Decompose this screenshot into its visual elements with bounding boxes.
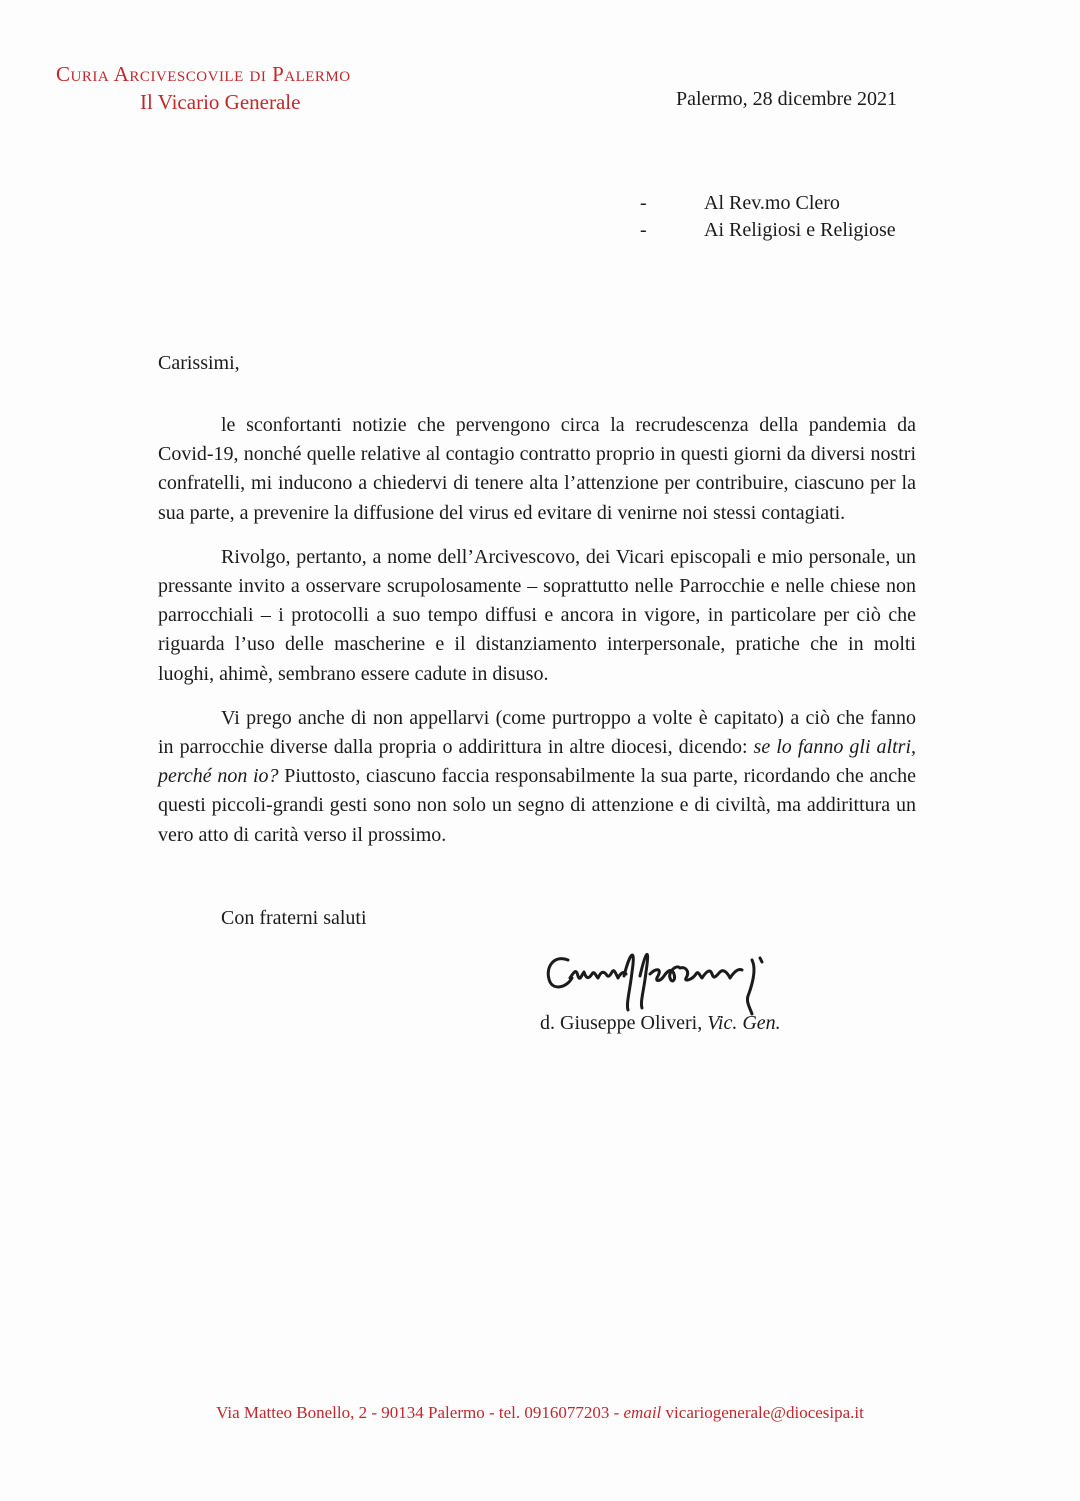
paragraph-3 bbox=[158, 704, 916, 850]
recipients-list bbox=[640, 190, 896, 244]
recipient-label: Ai Religiosi e Religiose bbox=[704, 219, 896, 241]
paragraph-3-end: Piuttosto, ciascuno faccia responsabilmente la sua parte, ricordando che anche questi piccoli-grandi gesti sono non solo un segno di attenzione e di civiltà, ma addirittura un vero atto di carità verso il prossimo. bbox=[158, 765, 916, 846]
paragraph-2: Rivolgo, pertanto, a nome dell’Arcivescovo, dei Vicari episcopali e mio personale, un pressante invito a osservare scrupolosamente – soprattutto nelle Parrocchie e nelle chiese non parrocchiali – i protocolli a suo tempo diffusi e ancora in vigore, in particolare per ciò che riguarda l’uso delle mascherine e il distanziamento interpersonale, pratiche che in molti luoghi, ahimè, sembrano essere cadute in disuso. bbox=[158, 545, 916, 685]
signer-name bbox=[540, 1012, 781, 1035]
paragraph-1: le sconfortanti notizie che pervengono circa la recrudescenza della pandemia da Covid-19, nonché quelle relative al contagio contratto proprio in questi giorni da diversi nostri confratelli, mi inducono a chiedervi di tenere alta l’attenzione per contribuire, ciascuno per la sua parte, a prevenire la diffusione del virus ed evitare di venirne noi stessi contagiati. bbox=[158, 414, 916, 524]
salutation: Carissimi, bbox=[158, 352, 240, 374]
letterhead-footer bbox=[0, 1403, 1080, 1423]
paragraph-3-start: Vi prego anche di non appellarvi (come purtroppo a volte è capitato) a ciò che fanno in parrocchie diverse dalla propria o addirittura in altre diocesi, dicendo: bbox=[158, 706, 916, 759]
recipient-label: Al Rev.mo Clero bbox=[704, 192, 840, 214]
office-title: Il Vicario Generale bbox=[140, 90, 301, 114]
closing-greeting: Con fraterni saluti bbox=[221, 907, 367, 929]
letterhead bbox=[56, 60, 351, 116]
list-dash: - bbox=[640, 219, 647, 241]
organization-name: Curia Arcivescovile di Palermo bbox=[56, 62, 351, 86]
recipient-item bbox=[640, 217, 896, 244]
handwritten-signature bbox=[540, 938, 780, 1016]
footer-email-label: email bbox=[623, 1403, 662, 1422]
footer-address: Via Matteo Bonello, 2 - 90134 Palermo - tel. 0916077203 - bbox=[216, 1403, 624, 1422]
footer-email[interactable]: vicariogenerale@diocesipa.it bbox=[661, 1403, 864, 1422]
signer-full-name: d. Giuseppe Oliveri, bbox=[540, 1012, 708, 1034]
paragraph-3-quote: se lo fanno gli altri, perché non io? bbox=[158, 736, 917, 788]
signer-title: Vic. Gen. bbox=[707, 1012, 781, 1034]
place-date: Palermo, 28 dicembre 2021 bbox=[676, 88, 898, 110]
recipient-item bbox=[640, 190, 896, 217]
list-dash: - bbox=[640, 192, 647, 214]
letter-body bbox=[158, 411, 916, 865]
